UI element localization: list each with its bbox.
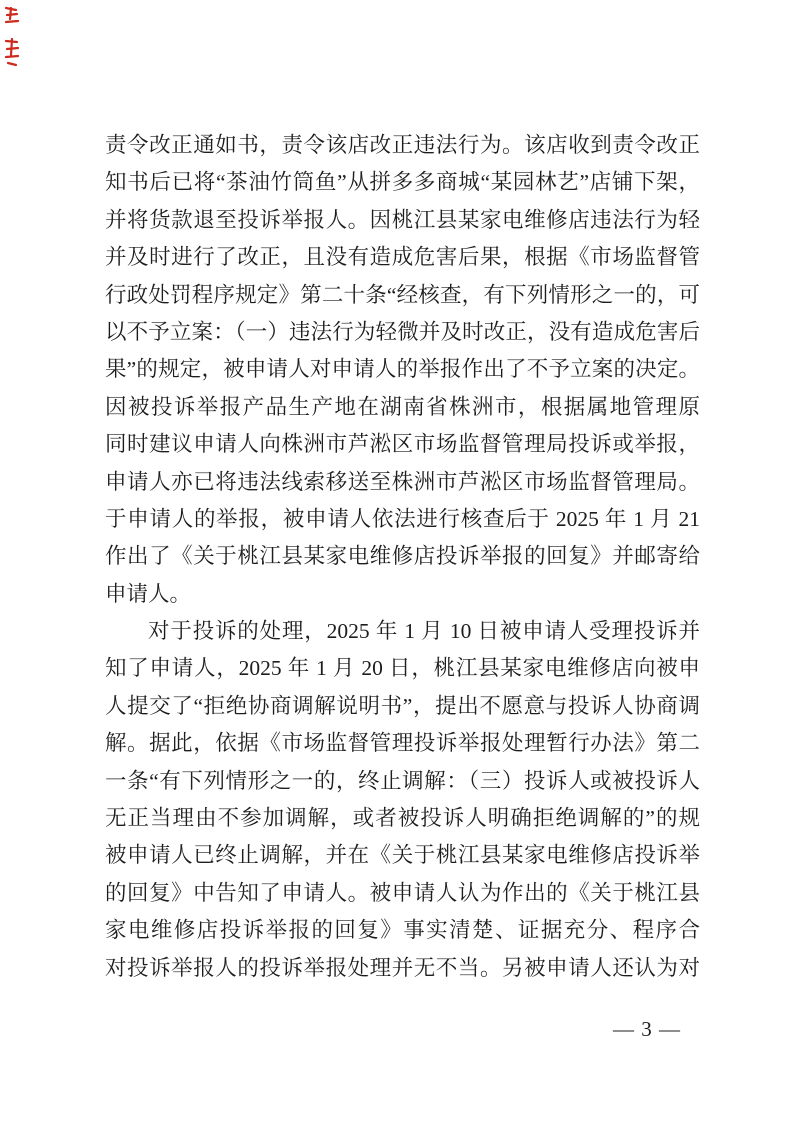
text-line: 的回复》中告知了申请人。被申请人认为作出的《关于桃江县 xyxy=(105,880,700,905)
document-body xyxy=(105,127,700,987)
red-stamp-fragment-icon xyxy=(3,5,23,75)
text-line: 对投诉举报人的投诉举报处理并无不当。另被申请人还认为对 xyxy=(105,955,700,980)
text-line: 家电维修店投诉举报的回复》事实清楚、证据充分、程序合 xyxy=(105,918,700,943)
text-line: 果”的规定，被申请人对申请人的举报作出了不予立案的决定。 xyxy=(105,357,700,382)
text-line: 无正当理由不参加调解，或者被投诉人明确拒绝调解的”的规 xyxy=(105,806,700,831)
text-line: 并将货款退至投诉举报人。因桃江县某家电维修店违法行为轻 xyxy=(105,207,700,232)
text-line: 于申请人的举报，被申请人依法进行核查后于 2025 年 1 月 21 xyxy=(105,506,700,531)
text-line: 以不予立案：（一）违法行为轻微并及时改正，没有造成危害后 xyxy=(105,319,700,344)
text-line: 人提交了“拒绝协商调解说明书”，提出不愿意与投诉人协商调 xyxy=(105,693,700,718)
text-line: 解。据此，依据《市场监督管理投诉举报处理暂行办法》第二 xyxy=(105,731,700,756)
text-line: 对于投诉的处理，2025 年 1 月 10 日被申请人受理投诉并 xyxy=(148,619,700,644)
text-line: 并及时进行了改正，且没有造成危害后果，根据《市场监督管 xyxy=(105,245,700,270)
text-line: 知了申请人，2025 年 1 月 20 日，桃江县某家电维修店向被申 xyxy=(105,656,700,681)
text-line: 知书后已将“茶油竹筒鱼”从拼多多商城“某园林艺”店铺下架， xyxy=(105,170,700,195)
text-line: 因被投诉举报产品生产地在湖南省株洲市，根据属地管理原 xyxy=(105,394,700,419)
text-line: 作出了《关于桃江县某家电维修店投诉举报的回复》并邮寄给 xyxy=(105,544,700,569)
text-line: 申请人亦已将违法线索移送至株洲市芦淞区市场监督管理局。 xyxy=(105,469,700,494)
page-number: — 3 — xyxy=(613,1017,681,1041)
text-line: 被申请人已终止调解，并在《关于桃江县某家电维修店投诉举 xyxy=(105,843,700,868)
text-line: 行政处罚程序规定》第二十条“经核查，有下列情形之一的，可 xyxy=(105,282,700,307)
text-line: 申请人。 xyxy=(105,581,192,606)
text-line: 同时建议申请人向株洲市芦淞区市场监督管理局投诉或举报， xyxy=(105,432,700,457)
text-line: 责令改正通如书，责令该店改正违法行为。该店收到责令改正 xyxy=(105,133,700,157)
text-line: 一条“有下列情形之一的，终止调解：（三）投诉人或被投诉人 xyxy=(105,768,700,793)
